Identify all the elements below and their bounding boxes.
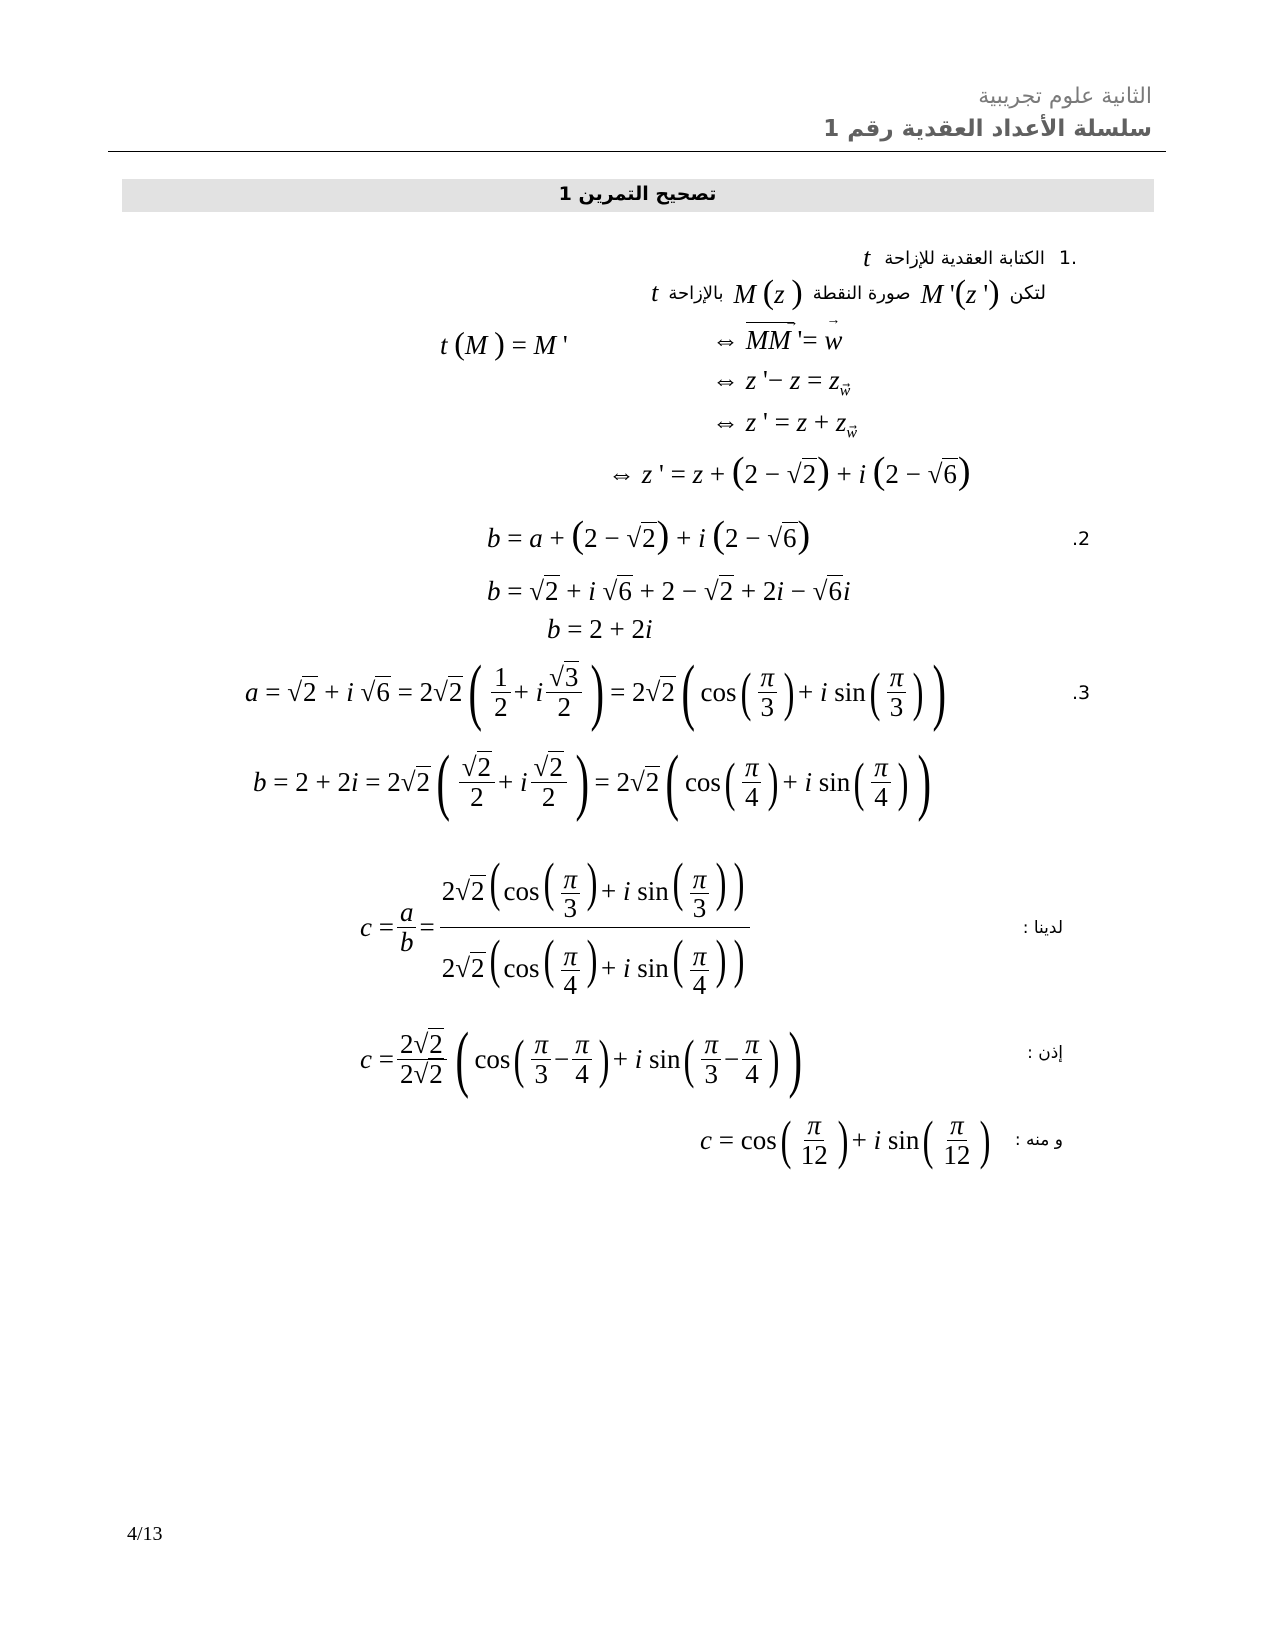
header-series-title: سلسلة الأعداد العقدية رقم 1 [823, 116, 1152, 142]
q1-by-translation: بالإزاحة [668, 282, 724, 304]
q1-t-symbol: t [863, 243, 871, 272]
q3-eq-b-trig: b = 2 + 2i = 2√2 ( $\frac{√2}{2}$ + i $\frac{√2}{2}$ ) = 2√2 ( cos ( $\frac{\pi}{4}$ ) + i sin ( $\frac{\pi}{4}$ ) ) [253, 741, 931, 823]
q2-eq-b-result: b = 2 + 2i [547, 614, 653, 644]
q3-eq-c-difference: c = $\frac{2√2}{2√2}$ ( cos ( $\frac{\pi}{3}$ − $\frac{\pi}{4}$ ) + i sin ( $\frac{\pi}{3}$ − $\frac{\pi}{4}$ ) ) [360, 1018, 802, 1100]
header-divider [108, 151, 1166, 152]
q3-we-have: لدينا : [1022, 918, 1063, 938]
q1-number: 1. [1058, 247, 1077, 269]
q1-m: M (z ) [733, 274, 803, 311]
q3-eq-a-trig: a = √2 + i √6 = 2√2 ( $\frac{1}{2}$ + i $\frac{√3}{2}$ ) = 2√2 ( cos ( $\frac{\pi}{3}$ ) + i sin ( $\frac{\pi}{3}$ ) ) [245, 651, 947, 733]
q1-heading [863, 245, 1077, 271]
q1-statement [651, 276, 1046, 310]
q1-let: لتكن [1009, 282, 1046, 304]
q1-t: t [651, 278, 659, 307]
section-title: تصحيح التمرين 1 [558, 183, 717, 205]
q3-so: إذن : [1027, 1043, 1063, 1063]
q1-eq-sum: ⇔ z ' = $z + z_w$ [712, 407, 858, 442]
page-number: 4/13 [127, 1523, 163, 1545]
q3-hence: و منه : [1014, 1130, 1063, 1150]
q2-number: .2 [1072, 528, 1091, 550]
q1-title: الكتابة العقدية للإزاحة [884, 247, 1045, 269]
header-subject: الثانية علوم تجريبية [978, 84, 1152, 109]
q1-eq-t-of-m: t (M ) = M ' [440, 325, 568, 361]
q1-eq-vector: ⇔ MM ' → = w → [712, 313, 843, 355]
q1-m-prime: M '(z ') [920, 274, 1000, 311]
q2-eq-b-def: b = a + (2 − √2) + i (2 − √6) [487, 514, 811, 556]
q1-eq-diff: ⇔ z '− $z = z_w$ [712, 365, 851, 400]
q3-number: .3 [1072, 682, 1091, 704]
q3-eq-c-final: c = cos ( $\frac{\pi}{12}$ ) + i sin ( $\frac{\pi}{12}$ ) [700, 1110, 991, 1170]
q1-image-of: صورة النقطة [812, 282, 911, 304]
q2-eq-b-expand: b = √2 + i √6 + 2 − √2 + 2i − √6i [487, 576, 851, 606]
q1-eq-explicit: ⇔ z ' = z + (2 − √2) + i (2 − √6) [608, 450, 971, 492]
q3-eq-c-quotient: c = $\frac{a}{b}$ = 2√2( cos( $\frac{\pi}{3}$ ) + i sin( $\frac{\pi}{3}$ ) ) 2√2( cos( $\frac{\pi}{4}$ ) + i sin( $\frac{\pi}{4}$ ) ) [360, 855, 754, 999]
